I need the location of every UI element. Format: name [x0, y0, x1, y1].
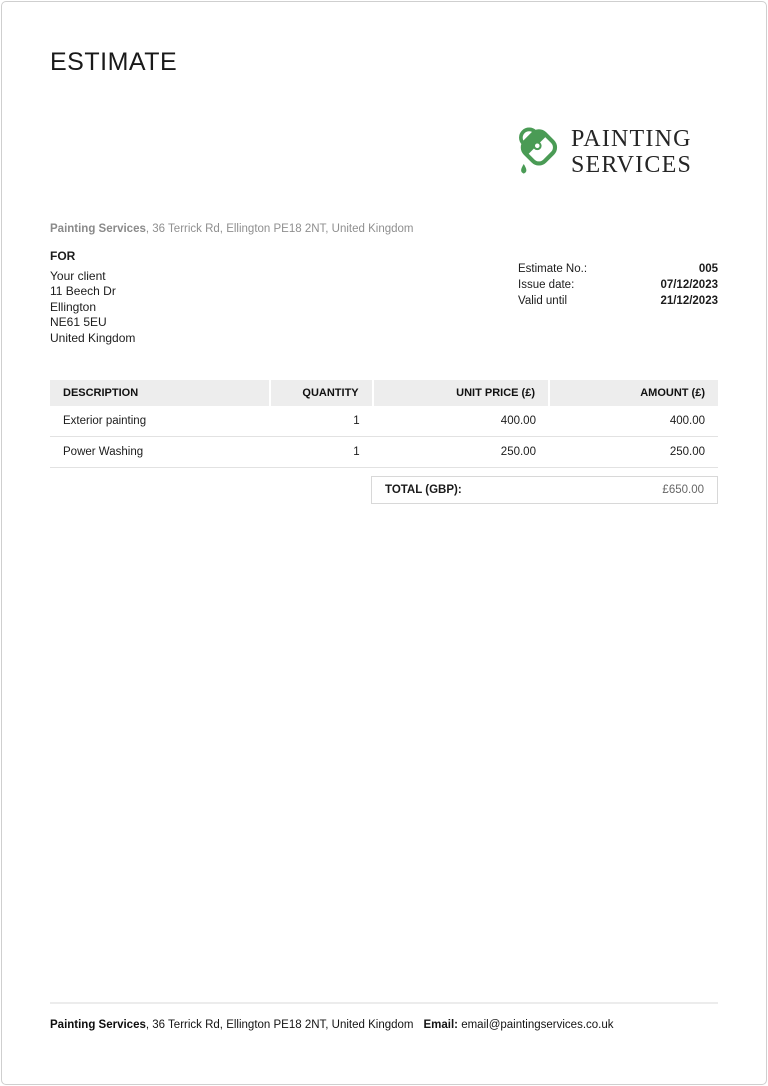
column-header-amount: AMOUNT (£)	[549, 380, 718, 406]
client-postcode: NE61 5EU	[50, 315, 107, 329]
item-quantity: 1	[270, 437, 372, 468]
logo-row	[50, 121, 718, 183]
column-header-quantity: QUANTITY	[270, 380, 372, 406]
client-city: Ellington	[50, 299, 97, 314]
company-address-name: Painting Services	[50, 223, 146, 235]
company-name-line2: SERVICES	[570, 152, 692, 178]
page-footer	[50, 1002, 718, 1084]
client-block	[50, 249, 135, 346]
column-header-unit-price: UNIT PRICE (£)	[373, 380, 549, 406]
meta-row-issue-date	[518, 277, 718, 293]
item-unit-price: 400.00	[373, 406, 549, 437]
client-country: United Kingdom	[50, 330, 136, 345]
valid-until-label: Valid until	[518, 295, 568, 307]
estimate-no-label: Estimate No.:	[518, 263, 588, 275]
company-address-line	[50, 223, 718, 235]
client-name: Your client	[50, 268, 106, 283]
footer-email-label: Email:	[423, 1019, 459, 1031]
table-row	[50, 406, 718, 437]
column-header-description: DESCRIPTION	[50, 380, 270, 406]
item-unit-price: 250.00	[373, 437, 549, 468]
item-quantity: 1	[270, 406, 372, 437]
client-street: 11 Beech Dr	[50, 284, 116, 298]
total-label: TOTAL (GBP):	[385, 484, 462, 496]
items-table-header-row	[50, 380, 718, 406]
footer-address: , 36 Terrick Rd, Ellington PE18 2NT, United Kingdom	[145, 1019, 414, 1031]
issue-date-label: Issue date:	[518, 279, 575, 291]
client-heading: FOR	[50, 249, 76, 263]
table-row	[50, 437, 718, 468]
footer-email: email@paintingservices.co.uk	[458, 1019, 614, 1031]
estimate-meta	[518, 261, 718, 346]
footer-company-name: Painting Services	[50, 1019, 146, 1031]
page-title: ESTIMATE	[50, 48, 178, 76]
company-name-line1: PAINTING	[570, 126, 692, 152]
item-description: Power Washing	[50, 437, 270, 468]
item-amount: 400.00	[549, 406, 718, 437]
item-amount: 250.00	[549, 437, 718, 468]
company-address-rest: , 36 Terrick Rd, Ellington PE18 2NT, United Kingdom	[145, 223, 414, 235]
total-box	[371, 476, 718, 504]
company-logo	[515, 121, 692, 183]
item-description: Exterior painting	[50, 406, 270, 437]
paint-bucket-icon	[515, 121, 561, 183]
items-table	[50, 380, 718, 468]
meta-row-valid-until	[518, 293, 718, 309]
issue-date-value: 07/12/2023	[660, 279, 718, 291]
info-row	[50, 249, 718, 346]
estimate-document	[1, 1, 767, 1085]
meta-row-estimate-no	[518, 261, 718, 277]
company-name	[571, 126, 692, 178]
valid-until-value: 21/12/2023	[660, 295, 718, 307]
estimate-no-value: 005	[698, 263, 718, 275]
total-value: £650.00	[662, 484, 704, 496]
